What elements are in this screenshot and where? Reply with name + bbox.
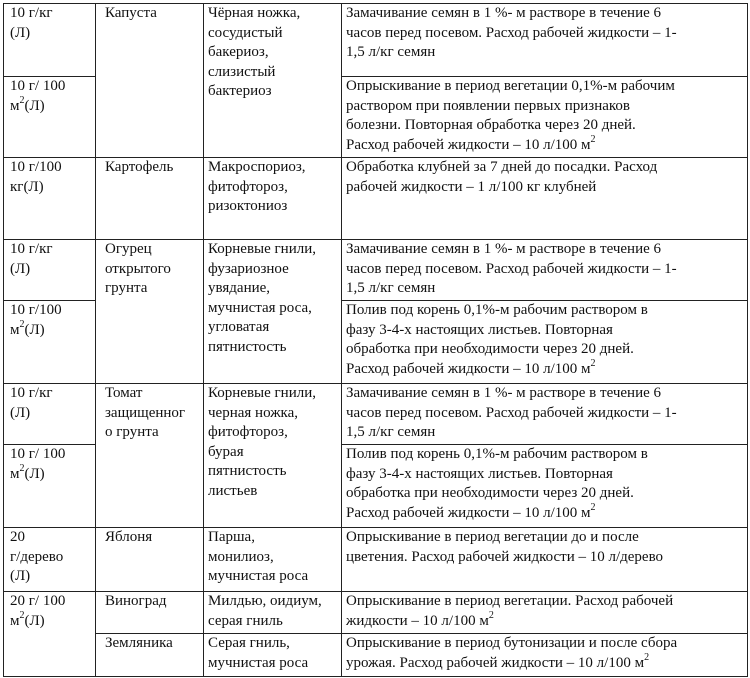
- disease-cell: Корневые гнили, фузариозное увядание, мучнистая роса, угловатая пятнистость: [204, 240, 342, 384]
- method-cell: Опрыскивание в период вегетации 0,1%-м рабочим раствором при появлении первых признаков болезни. Повторная обработка через 20 дней. Расход рабочей жидкости – 10 л/100 $м^2$: [342, 77, 748, 158]
- disease-cell: Милдью, оидиум, серая гниль: [204, 592, 342, 634]
- method-cell: Замачивание семян в 1 %- м растворе в течение 6 часов перед посевом. Расход рабочей жидкости – 1- 1,5 л/кг семян: [342, 4, 748, 77]
- crop-cell: Томат защищенног о грунта: [96, 384, 204, 528]
- disease-cell: Чёрная ножка, сосудистый бакериоз, слизистый бактериоз: [204, 4, 342, 158]
- dose-cell: 20 г/дерево (Л): [4, 528, 96, 592]
- table-row: [4, 592, 748, 634]
- method-cell: Опрыскивание в период бутонизации и после сбора урожая. Расход рабочей жидкости – 10 л/100 $м^2$: [342, 634, 748, 677]
- dose-cell: 10 г/100 кг(Л): [4, 158, 96, 240]
- method-cell: Полив под корень 0,1%-м рабочим раствором в фазу 3-4-х настоящих листьев. Повторная обработка при необходимости через 20 дней. Расход рабочей жидкости – 10 л/100 $м^2$: [342, 445, 748, 528]
- disease-cell: Парша, монилиоз, мучнистая роса: [204, 528, 342, 592]
- dose-cell: 10 г/ 100 $м^2(Л)$: [4, 77, 96, 158]
- table-row: [4, 158, 748, 240]
- fungicide-application-table: [3, 3, 748, 677]
- crop-cell: Капуста: [96, 4, 204, 158]
- table-row: [4, 384, 748, 445]
- method-cell: Опрыскивание в период вегетации до и после цветения. Расход рабочей жидкости – 10 л/дерево: [342, 528, 748, 592]
- table-row: [4, 4, 748, 77]
- crop-cell: Яблоня: [96, 528, 204, 592]
- crop-cell: Земляника: [96, 634, 204, 677]
- table-row: [4, 240, 748, 301]
- crop-cell: Картофель: [96, 158, 204, 240]
- table-row: [4, 528, 748, 592]
- disease-cell: Корневые гнили, черная ножка, фитофтороз, бурая пятнистость листьев: [204, 384, 342, 528]
- disease-cell: Макроспориоз, фитофтороз, ризоктониоз: [204, 158, 342, 240]
- crop-cell: Огурец открытого грунта: [96, 240, 204, 384]
- method-cell: Обработка клубней за 7 дней до посадки. Расход рабочей жидкости – 1 л/100 кг клубней: [342, 158, 748, 240]
- method-cell: Полив под корень 0,1%-м рабочим раствором в фазу 3-4-х настоящих листьев. Повторная обработка при необходимости через 20 дней. Расход рабочей жидкости – 10 л/100 $м^2$: [342, 301, 748, 384]
- dose-cell: 10 г/ 100 $м^2(Л)$: [4, 445, 96, 528]
- dose-cell: 10 г/кг (Л): [4, 240, 96, 301]
- method-cell: Опрыскивание в период вегетации. Расход рабочей жидкости – 10 л/100 $м^2$: [342, 592, 748, 634]
- dose-cell: 10 г/кг (Л): [4, 4, 96, 77]
- crop-cell: Виноград: [96, 592, 204, 634]
- disease-cell: Серая гниль, мучнистая роса: [204, 634, 342, 677]
- method-cell: Замачивание семян в 1 %- м растворе в течение 6 часов перед посевом. Расход рабочей жидкости – 1- 1,5 л/кг семян: [342, 240, 748, 301]
- method-cell: Замачивание семян в 1 %- м растворе в течение 6 часов перед посевом. Расход рабочей жидкости – 1- 1,5 л/кг семян: [342, 384, 748, 445]
- dose-cell: 10 г/кг (Л): [4, 384, 96, 445]
- dose-cell: 10 г/100 $м^2(Л)$: [4, 301, 96, 384]
- dose-cell: 20 г/ 100 $м^2(Л)$: [4, 592, 96, 677]
- table-row: [4, 634, 748, 677]
